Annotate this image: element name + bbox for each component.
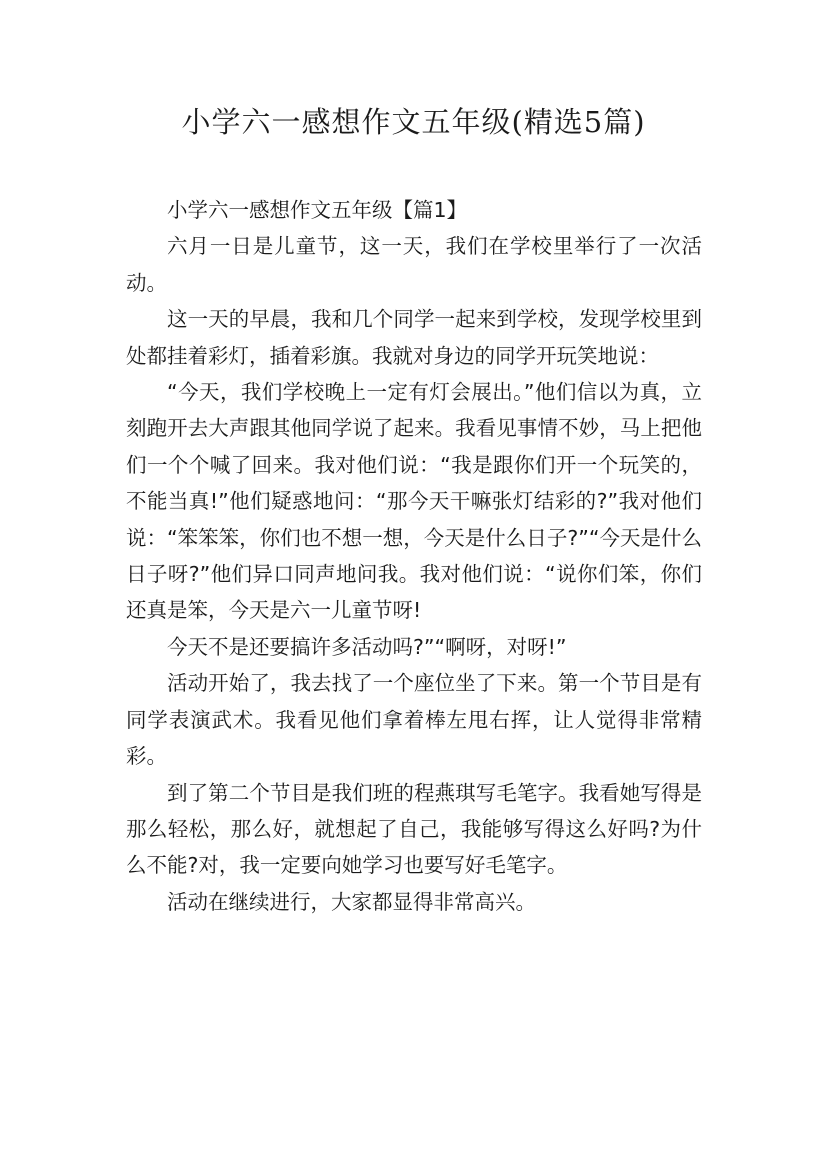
- document-body: [126, 192, 702, 920]
- paragraph: “今天，我们学校晚上一定有灯会展出。”他们信以为真，立刻跑开去大声跟其他同学说了起来。我看见事情不妙，马上把他们一个个喊了回来。我对他们说：“我是跟你们开一个玩笑的，不能当真!”他们疑惑地问：“那今天干嘛张灯结彩的?”我对他们说：“笨笨笨，你们也不想一想，今天是什么日子?”“今天是什么日子呀?”他们异口同声地问我。我对他们说：“说你们笨，你们还真是笨，今天是六一儿童节呀!: [126, 380, 702, 623]
- section-heading: 小学六一感想作文五年级【篇1】: [167, 198, 468, 222]
- paragraph: 这一天的早晨，我和几个同学一起来到学校，发现学校里到处都挂着彩灯，插着彩旗。我就对身边的同学开玩笑地说：: [126, 307, 702, 368]
- paragraph: 到了第二个节目是我们班的程燕琪写毛笔字。我看她写得是那么轻松，那么好，就想起了自己，我能够写得这么好吗?为什么不能?对，我一定要向她学习也要写好毛笔字。: [126, 780, 702, 878]
- paragraph: 今天不是还要搞许多活动吗?”“啊呀，对呀!”: [167, 634, 567, 659]
- paragraph: 活动开始了，我去找了一个座位坐了下来。第一个节目是有同学表演武术。我看见他们拿着棒左甩右挥，让人觉得非常精彩。: [126, 671, 702, 769]
- paragraph: 六月一日是儿童节，这一天，我们在学校里举行了一次活动。: [126, 234, 702, 295]
- paragraph: 活动在继续进行，大家都显得非常高兴。: [167, 889, 536, 914]
- document-title: 小学六一感想作文五年级(精选5篇): [181, 105, 646, 139]
